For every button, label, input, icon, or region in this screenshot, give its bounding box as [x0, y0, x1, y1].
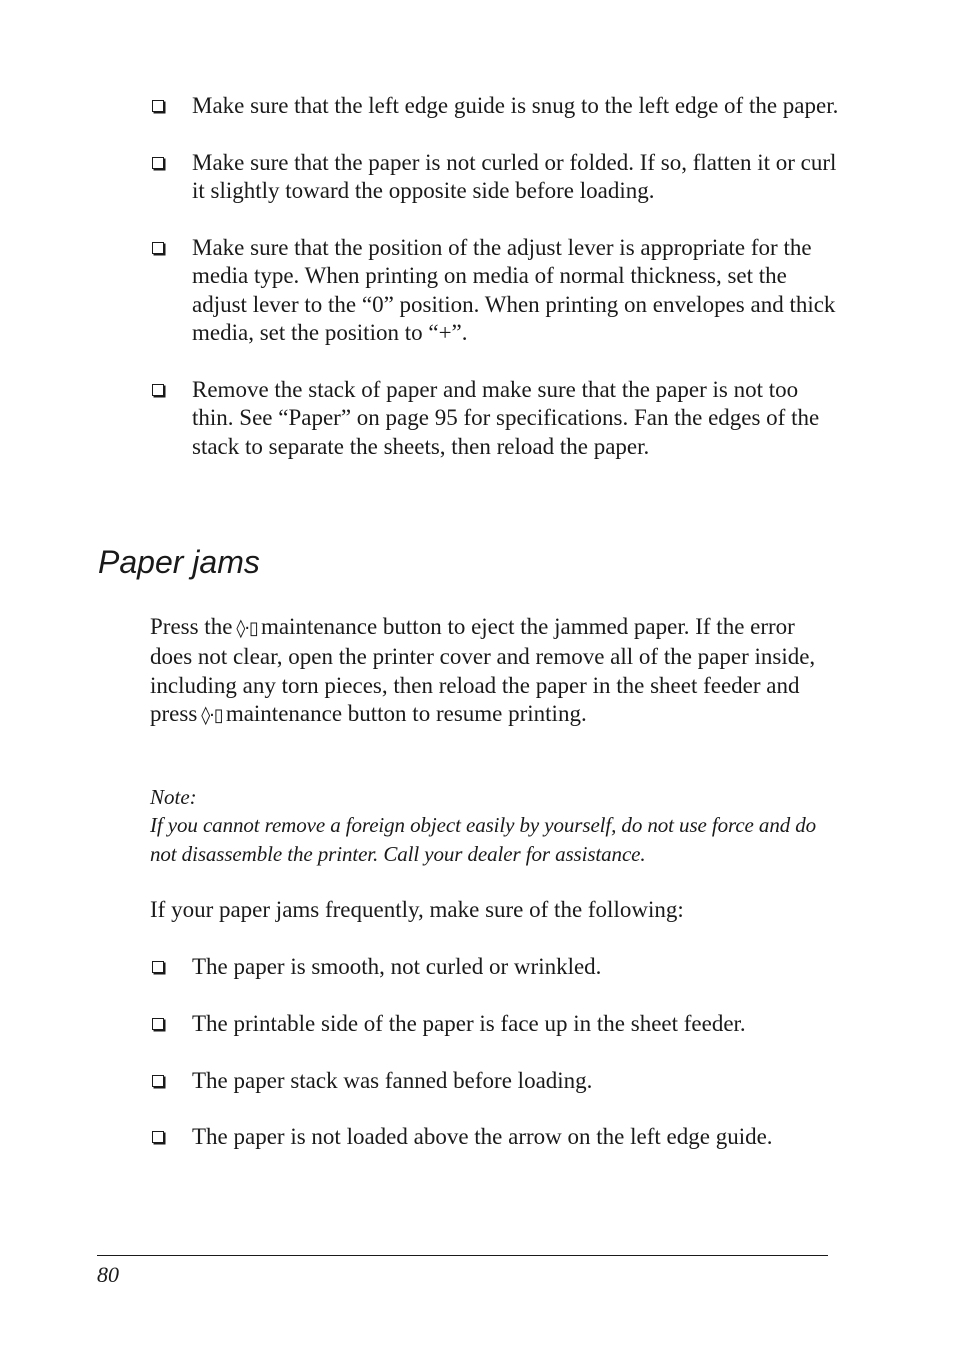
checklist-item — [150, 953, 840, 981]
checklist-item — [150, 1010, 840, 1038]
checklist-item — [150, 234, 840, 348]
checkbox-bullet-icon — [152, 961, 164, 973]
checklist-item — [150, 1067, 840, 1095]
checklist-item-text: The paper is smooth, not curled or wrinkled. — [192, 954, 602, 979]
checklist-item-text: The printable side of the paper is face up in the sheet feeder. — [192, 1010, 746, 1036]
checkbox-bullet-icon — [152, 242, 164, 254]
note-title: Note: — [150, 785, 197, 809]
checklist-item-text: Make sure that the paper is not curled or folded. If so, flatten it or curl it slightly toward the opposite side before loading. — [192, 149, 837, 204]
checklist-item-text: The paper is not loaded above the arrow on the left edge guide. — [192, 1124, 773, 1150]
checklist-item — [150, 92, 840, 120]
section-heading: Paper jams — [98, 544, 260, 580]
frequent-jam-checklist — [150, 953, 840, 1180]
instruction-text-part3: maintenance button to resume printing. — [225, 701, 587, 727]
checkbox-bullet-icon — [152, 1018, 164, 1030]
checklist-item-text: Make sure that the position of the adjust lever is appropriate for the media type. When printing on media of normal thickness, set the adjust lever to the “0” position. When printing on envelopes and thick media, set the position to “+”. — [192, 235, 836, 346]
paper-jam-instructions — [150, 613, 840, 731]
checkbox-bullet-icon — [152, 1075, 164, 1087]
checklist-item — [150, 376, 840, 461]
maintenance-button-icon: ◊·▯ — [236, 618, 258, 639]
maintenance-button-icon: ◊·▯ — [201, 705, 223, 727]
checkbox-bullet-icon — [152, 100, 164, 112]
page-number: 80 — [97, 1262, 119, 1287]
footer-divider — [97, 1255, 828, 1256]
note-text: If you cannot remove a foreign object easily by yourself, do not use force and do not disassemble the printer. Call your dealer for assistance. — [150, 813, 817, 866]
checkbox-bullet-icon — [152, 384, 164, 396]
checklist-item-text: The paper stack was fanned before loading. — [192, 1067, 593, 1093]
top-checklist — [150, 92, 840, 490]
checklist-item — [150, 1123, 840, 1151]
checklist-item — [150, 149, 840, 206]
note-block — [150, 783, 840, 868]
instruction-text-part2: maintenance button to eject the jammed paper. If the error does not clear, open the printer cover and remove all of the paper inside, including any torn pieces, then reload the paper in the sheet feeder and press — [150, 614, 816, 727]
frequent-jam-intro: If your paper jams frequently, make sure of the following: — [150, 897, 684, 922]
checklist-item-text: Remove the stack of paper and make sure that the paper is not too thin. See “Paper” on page 95 for specifications. Fan the edges of the stack to separate the sheets, then reload the paper. — [192, 377, 820, 459]
checkbox-bullet-icon — [152, 157, 164, 169]
checklist-item-text: Make sure that the left edge guide is snug to the left edge of the paper. — [192, 93, 839, 118]
instruction-text-part1: Press the — [150, 614, 233, 639]
checkbox-bullet-icon — [152, 1131, 164, 1143]
